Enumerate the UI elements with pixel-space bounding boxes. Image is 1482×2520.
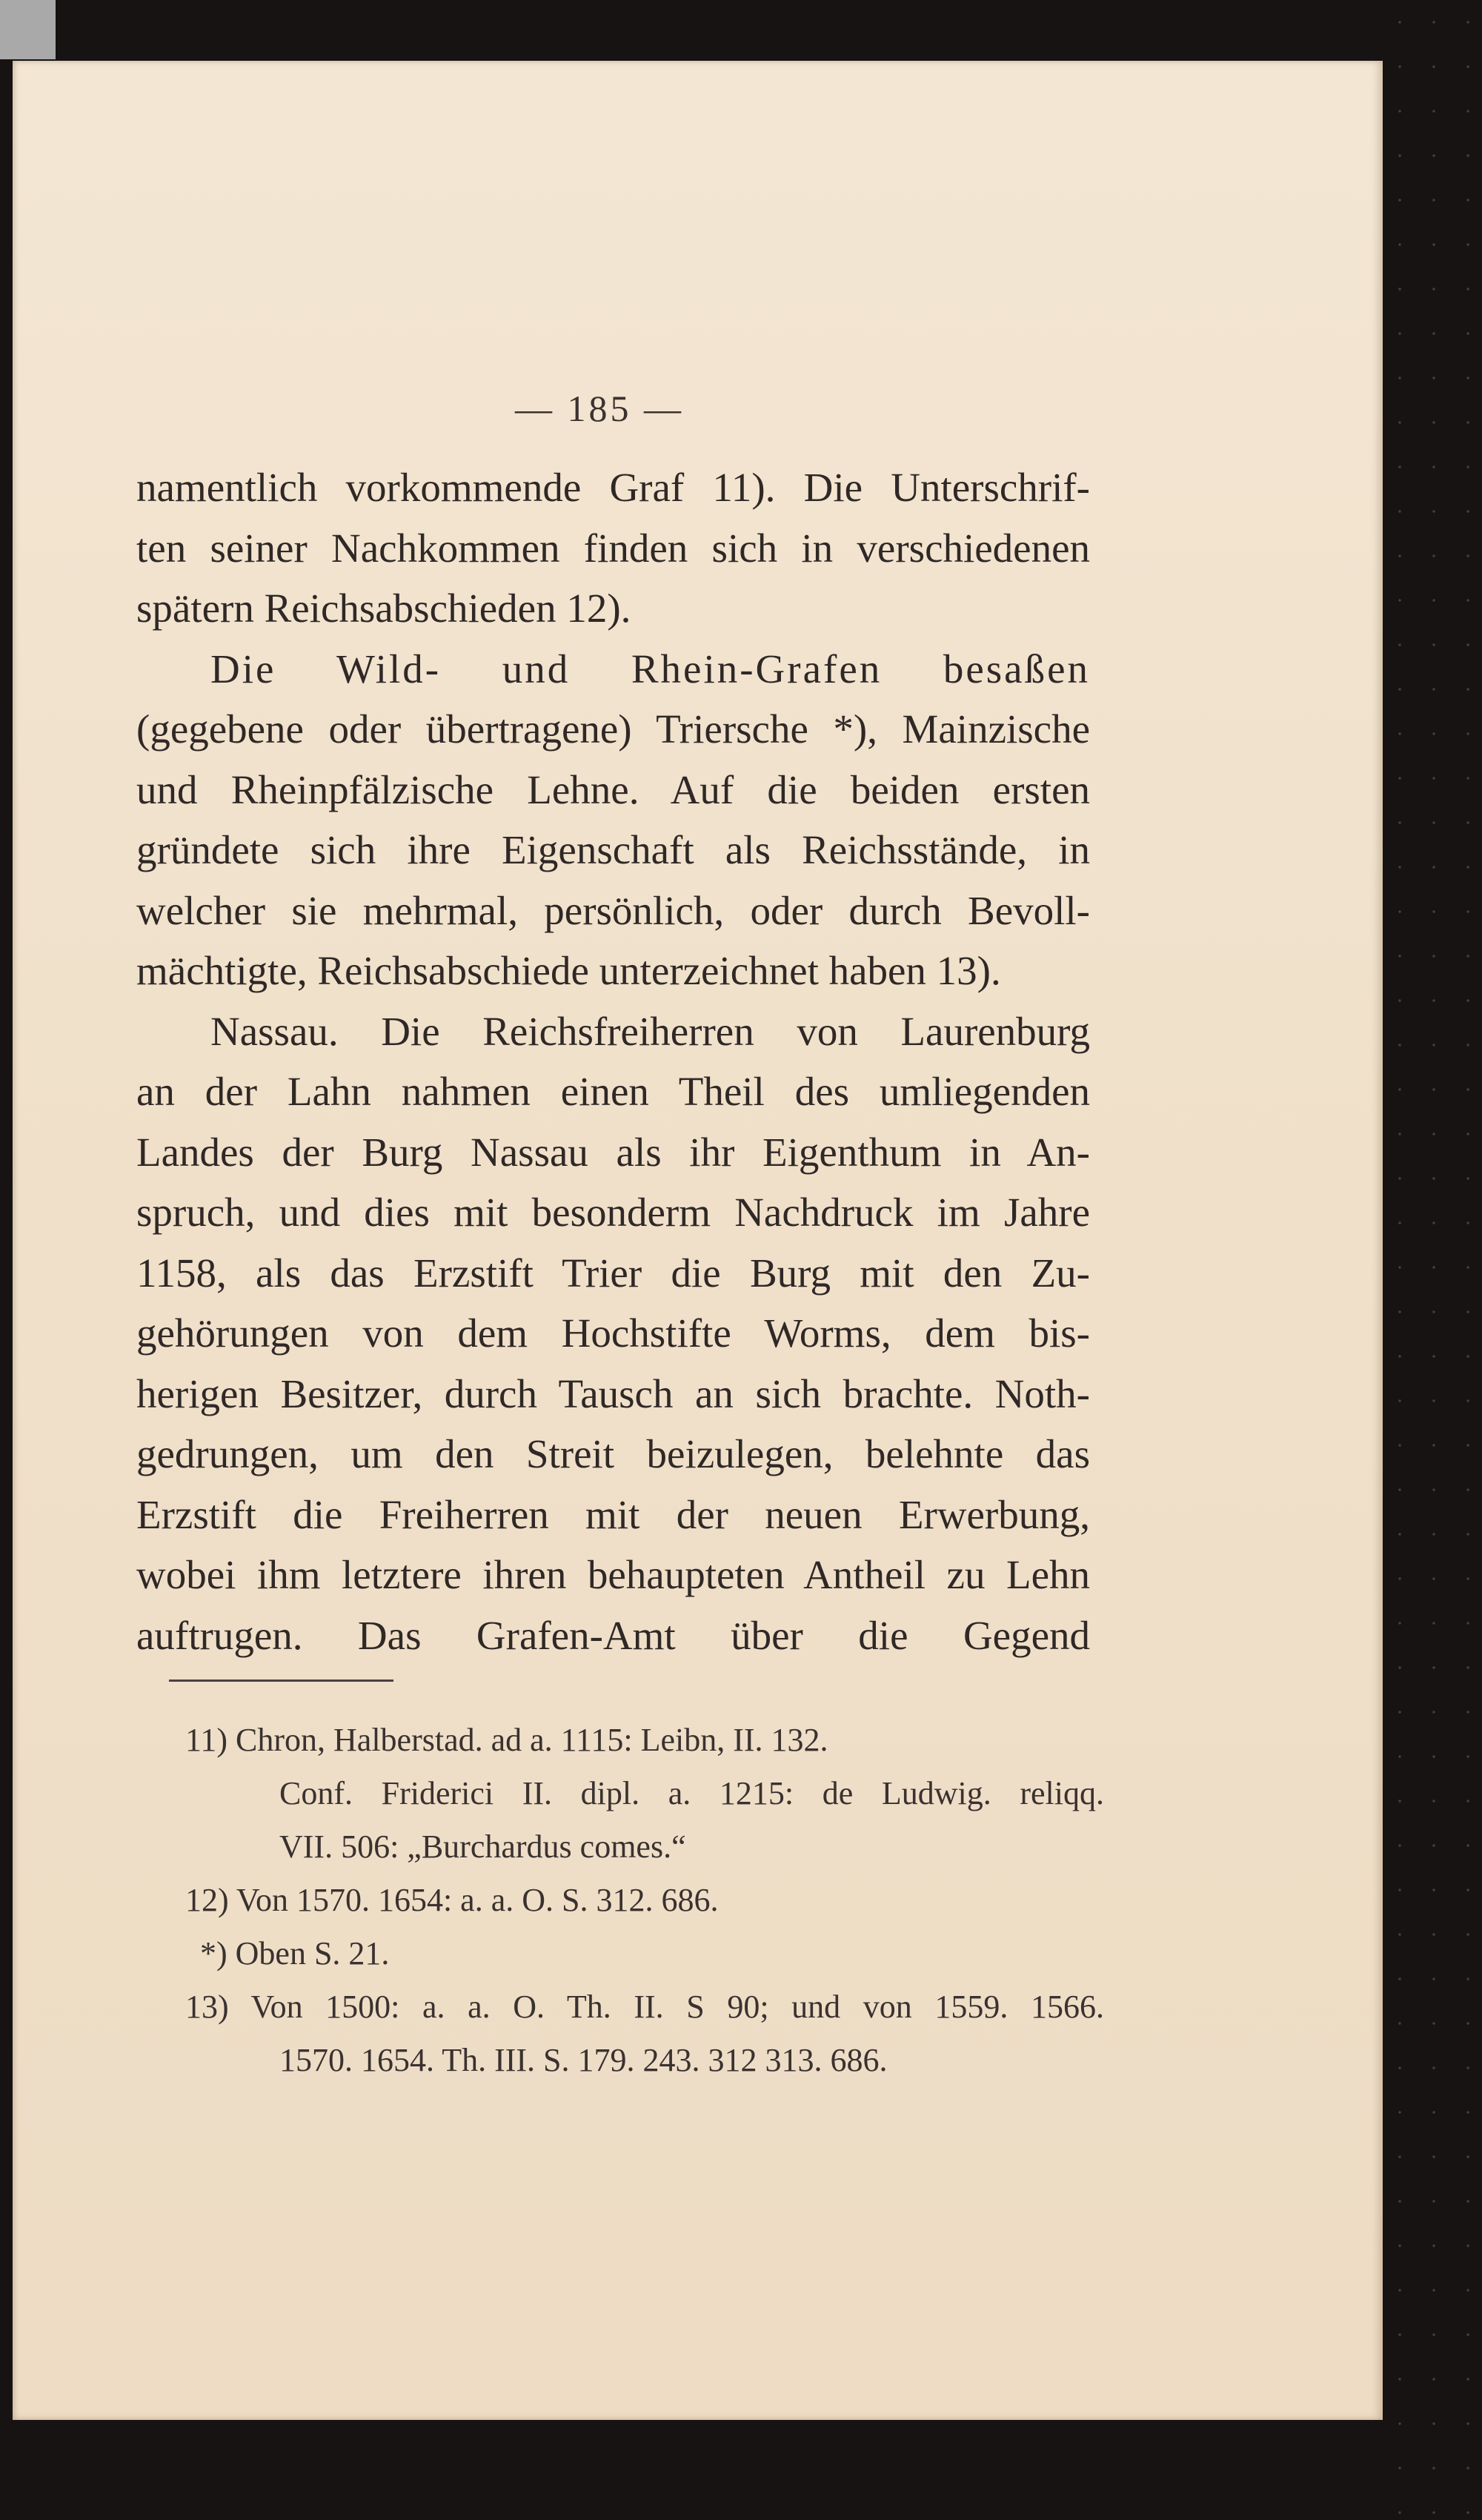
text-line: an der Lahn nahmen einen Theil des umliegenden — [136, 1069, 1090, 1114]
footnote-line: 11) Chron, Halberstad. ad a. 1115: Leibn, II. 132. — [185, 1722, 828, 1758]
footnote-divider — [169, 1680, 393, 1682]
footnote-line: Conf. Friderici II. dipl. a. 1215: de Ludwig. reliqq. — [279, 1775, 1104, 1811]
text-line: Nassau. Die Reichsfreiherren von Laurenburg — [210, 1008, 1090, 1054]
text-line: gründete sich ihre Eigenschaft als Reichsstände, in — [136, 827, 1090, 872]
text-line: namentlich vorkommende Graf 11). Die Unterschrif- — [136, 465, 1090, 510]
text-line: spruch, und dies mit besonderm Nachdruck im Jahre — [136, 1190, 1090, 1235]
book-page — [13, 61, 1383, 2420]
text-line: Die Wild- und Rhein-Grafen besaßen — [210, 646, 1090, 692]
text-line: auftrugen. Das Grafen-Amt über die Gegend — [136, 1612, 1090, 1658]
footnote-line: 13) Von 1500: a. a. O. Th. II. S 90; und von 1559. 1566. — [185, 1989, 1104, 2025]
footnote-line: 12) Von 1570. 1654: a. a. O. S. 312. 686. — [185, 1882, 719, 1918]
text-line: Landes der Burg Nassau als ihr Eigenthum in An- — [136, 1129, 1090, 1175]
footnote-line: *) Oben S. 21. — [200, 1935, 390, 1972]
text-line: gedrungen, um den Streit beizulegen, belehnte das — [136, 1431, 1090, 1476]
text-line: spätern Reichsabschieden 12). — [136, 586, 631, 631]
text-line: gehörungen von dem Hochstifte Worms, dem bis- — [136, 1310, 1090, 1356]
scan-corner-tab — [0, 0, 56, 59]
text-line: und Rheinpfälzische Lehne. Auf die beiden ersten — [136, 766, 1090, 812]
footnote-line: 1570. 1654. Th. III. S. 179. 243. 312 313. 686. — [279, 2042, 888, 2078]
footnote-line: VII. 506: „Burchardus comes.“ — [279, 1828, 686, 1865]
text-line: ten seiner Nachkommen finden sich in verschiedenen — [136, 525, 1090, 571]
footnotes — [185, 1714, 1104, 2087]
text-line: (gegebene oder übertragene) Triersche *), Mainzische — [136, 706, 1090, 752]
text-line: wobei ihm letztere ihren behaupteten Antheil zu Lehn — [136, 1552, 1090, 1597]
page-number: — 185 — — [515, 388, 684, 429]
text-line: herigen Besitzer, durch Tausch an sich brachte. Noth- — [136, 1370, 1090, 1416]
text-line: 1158, als das Erzstift Trier die Burg mit den Zu- — [136, 1250, 1090, 1296]
text-line: mächtigte, Reichsabschiede unterzeichnet haben 13). — [136, 948, 1001, 993]
text-line: Erzstift die Freiherren mit der neuen Erwerbung, — [136, 1491, 1090, 1537]
body-text — [136, 457, 1090, 1665]
scan-background — [1383, 0, 1482, 2520]
text-line: welcher sie mehrmal, persönlich, oder durch Bevoll- — [136, 887, 1090, 933]
